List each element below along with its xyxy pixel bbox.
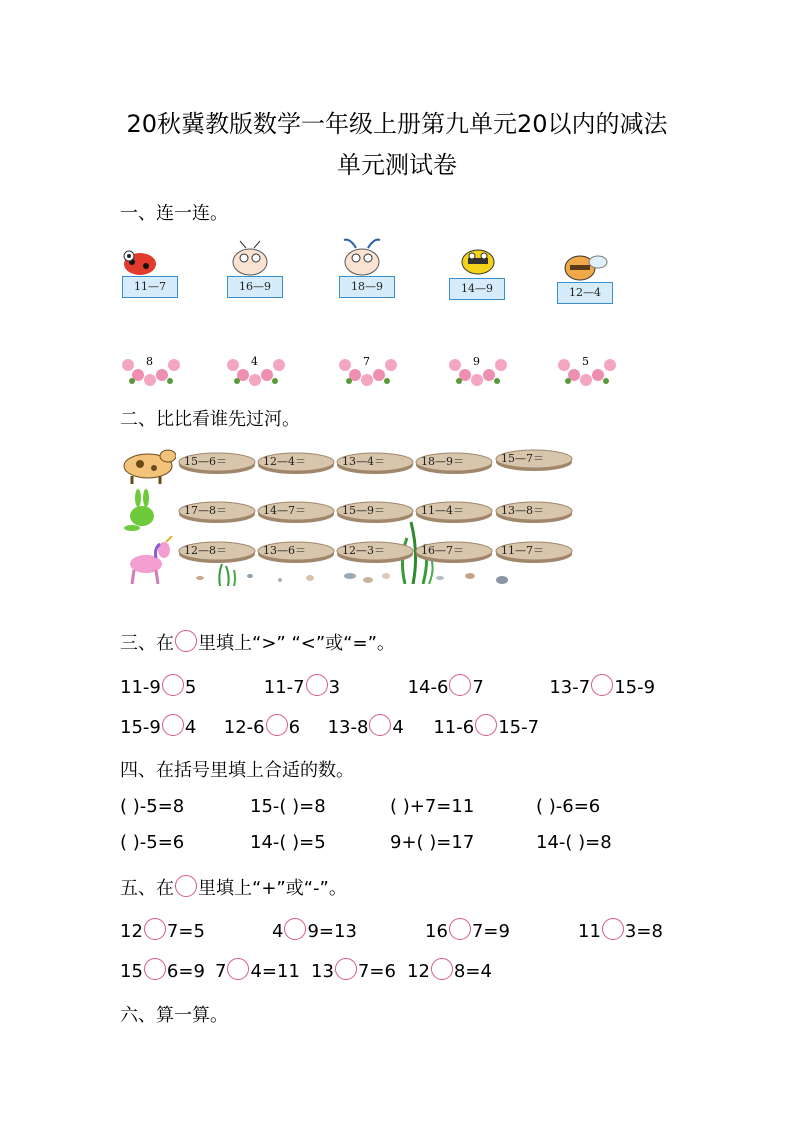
- ladybug-icon: [120, 248, 160, 276]
- sign-item: [407, 958, 492, 982]
- bee-icon: [458, 244, 498, 276]
- compare-right: 15-9: [614, 677, 656, 698]
- blank-item[interactable]: 14-( )=8: [536, 832, 612, 853]
- flower-number: 7: [363, 355, 370, 368]
- sign-item: [215, 958, 300, 982]
- answer-circle-icon: [175, 875, 197, 897]
- answer-circle[interactable]: [449, 918, 471, 940]
- stone-expression: 15—9＝: [342, 504, 385, 517]
- stone-expression: 15—6＝: [184, 455, 227, 468]
- answer-circle[interactable]: [335, 958, 357, 980]
- section-5-heading: [120, 874, 347, 900]
- answer-circle[interactable]: [369, 714, 391, 736]
- compare-right: 4: [184, 717, 197, 738]
- compare-left: 11-6: [433, 717, 475, 738]
- stone-expression: 14—7＝: [263, 504, 306, 517]
- stepping-stone: [178, 540, 256, 564]
- section-5-heading-suffix: 里填上“+”或“-”。: [198, 878, 347, 899]
- sign-left: 16: [425, 921, 448, 942]
- compare-right: 3: [328, 677, 341, 698]
- sign-right: 9=13: [307, 921, 357, 942]
- compare-left: 11-9: [120, 677, 161, 698]
- stepping-stone: [495, 448, 573, 472]
- sign-item: [120, 918, 205, 942]
- cow-icon: [120, 442, 176, 484]
- section-6-heading: 六、算一算。: [120, 1005, 228, 1026]
- compare-left: 14-6: [407, 677, 449, 698]
- sign-item: [272, 918, 357, 942]
- sign-left: 12: [120, 921, 143, 942]
- bee-sleeping-icon: [562, 248, 610, 282]
- compare-left: 13-7: [549, 677, 591, 698]
- answer-circle[interactable]: [144, 958, 166, 980]
- blank-item[interactable]: ( )-6=6: [536, 796, 601, 817]
- compare-right: 15-7: [498, 717, 540, 738]
- flower-wreath: [339, 355, 399, 387]
- sign-right: 7=9: [471, 921, 510, 942]
- answer-circle[interactable]: [591, 674, 613, 696]
- sign-right: 3=8: [624, 921, 663, 942]
- flower-wreath: [227, 355, 287, 387]
- stepping-stone: [336, 451, 414, 475]
- sign-left: 7: [215, 961, 227, 982]
- flower-wreath: [558, 355, 618, 387]
- sign-right: 6=9: [166, 961, 205, 982]
- stone-expression: 12—3＝: [342, 544, 385, 557]
- answer-circle[interactable]: [602, 918, 624, 940]
- answer-circle[interactable]: [162, 714, 184, 736]
- section-3-heading: [120, 629, 395, 655]
- expression-tag: 12—4: [557, 282, 613, 304]
- stone-expression: 12—4＝: [263, 455, 306, 468]
- title-line-2: 单元测试卷: [337, 151, 457, 179]
- flower-number: 5: [582, 355, 589, 368]
- sign-right: 7=5: [166, 921, 205, 942]
- compare-row-2: [120, 714, 539, 738]
- blank-item[interactable]: 15-( )=8: [250, 796, 326, 817]
- answer-circle[interactable]: [227, 958, 249, 980]
- stone-expression: 13—4＝: [342, 455, 385, 468]
- answer-circle[interactable]: [284, 918, 306, 940]
- pebbles-icon: [190, 568, 520, 588]
- stone-expression: 17—8＝: [184, 504, 227, 517]
- stone-expression: 18—9＝: [421, 455, 464, 468]
- answer-circle[interactable]: [475, 714, 497, 736]
- answer-circle[interactable]: [306, 674, 328, 696]
- blank-item[interactable]: ( )+7=11: [390, 796, 475, 817]
- answer-circle[interactable]: [162, 674, 184, 696]
- blank-item[interactable]: ( )-5=6: [120, 832, 185, 853]
- flower-number: 4: [251, 355, 258, 368]
- ant-icon: [340, 236, 384, 276]
- stone-expression: 12—8＝: [184, 544, 227, 557]
- title-line-1: 20秋冀教版数学一年级上册第九单元20以内的减法: [126, 110, 668, 138]
- sign-item: [578, 918, 663, 942]
- compare-left: 15-9: [120, 717, 161, 738]
- answer-circle[interactable]: [266, 714, 288, 736]
- stone-expression: 15—7＝: [501, 452, 544, 465]
- flower-number: 8: [146, 355, 153, 368]
- stepping-stone: [336, 540, 414, 564]
- blank-item[interactable]: ( )-5=8: [120, 796, 185, 817]
- stone-expression: 11—7＝: [501, 544, 544, 557]
- sign-left: 13: [311, 961, 334, 982]
- cartoon-bug-icon: [228, 240, 272, 276]
- section-1-heading: 一、连一连。: [120, 203, 228, 224]
- sign-left: 11: [578, 921, 601, 942]
- answer-circle[interactable]: [431, 958, 453, 980]
- answer-circle-icon: [175, 630, 197, 652]
- stepping-stone: [495, 500, 573, 524]
- flower-number: 9: [473, 355, 480, 368]
- stepping-stone: [495, 540, 573, 564]
- stepping-stone: [178, 451, 256, 475]
- compare-left: 13-8: [327, 717, 369, 738]
- compare-left: 11-7: [263, 677, 305, 698]
- compare-right: 7: [472, 677, 484, 698]
- flower-wreath: [449, 355, 509, 387]
- stone-expression: 13—8＝: [501, 504, 544, 517]
- blank-item[interactable]: 9+( )=17: [390, 832, 475, 853]
- unicorn-icon: [124, 536, 174, 586]
- sign-right: 7=6: [357, 961, 396, 982]
- sign-left: 4: [272, 921, 284, 942]
- sign-item: [120, 958, 205, 982]
- answer-circle[interactable]: [449, 674, 471, 696]
- sign-left: 15: [120, 961, 143, 982]
- expression-tag: 16—9: [227, 276, 283, 298]
- sign-right: 4=11: [250, 961, 300, 982]
- stone-expression: 13—6＝: [263, 544, 306, 557]
- compare-left: 12-6: [223, 717, 265, 738]
- expression-tag: 14—9: [449, 278, 505, 300]
- stone-expression: 11—4＝: [421, 504, 464, 517]
- sign-right: 8=4: [453, 961, 492, 982]
- flower-wreath: [122, 355, 182, 387]
- answer-circle[interactable]: [144, 918, 166, 940]
- stepping-stone: [415, 451, 493, 475]
- stepping-stone: [178, 500, 256, 524]
- section-3-heading-suffix: 里填上“>” “<”或“=”。: [198, 633, 395, 654]
- expression-tag: 11—7: [122, 276, 178, 298]
- stepping-stone: [257, 451, 335, 475]
- compare-row-1: [120, 674, 655, 698]
- sign-left: 12: [407, 961, 430, 982]
- section-3-heading-prefix: 三、在: [120, 633, 174, 654]
- stone-expression: 16—7＝: [421, 544, 464, 557]
- expression-tag: 18—9: [339, 276, 395, 298]
- compare-right: 5: [184, 677, 197, 698]
- compare-right: 4: [392, 717, 404, 738]
- section-2-heading: 二、比比看谁先过河。: [120, 409, 300, 430]
- sign-item: [311, 958, 396, 982]
- compare-right: 6: [288, 717, 301, 738]
- section-5-heading-prefix: 五、在: [120, 878, 174, 899]
- stepping-stone: [415, 540, 493, 564]
- section-4-heading: 四、在括号里填上合适的数。: [120, 760, 354, 781]
- sign-item: [425, 918, 510, 942]
- stepping-stone: [257, 540, 335, 564]
- rabbit-icon: [122, 488, 162, 532]
- blank-item[interactable]: 14-( )=5: [250, 832, 326, 853]
- stepping-stone: [257, 500, 335, 524]
